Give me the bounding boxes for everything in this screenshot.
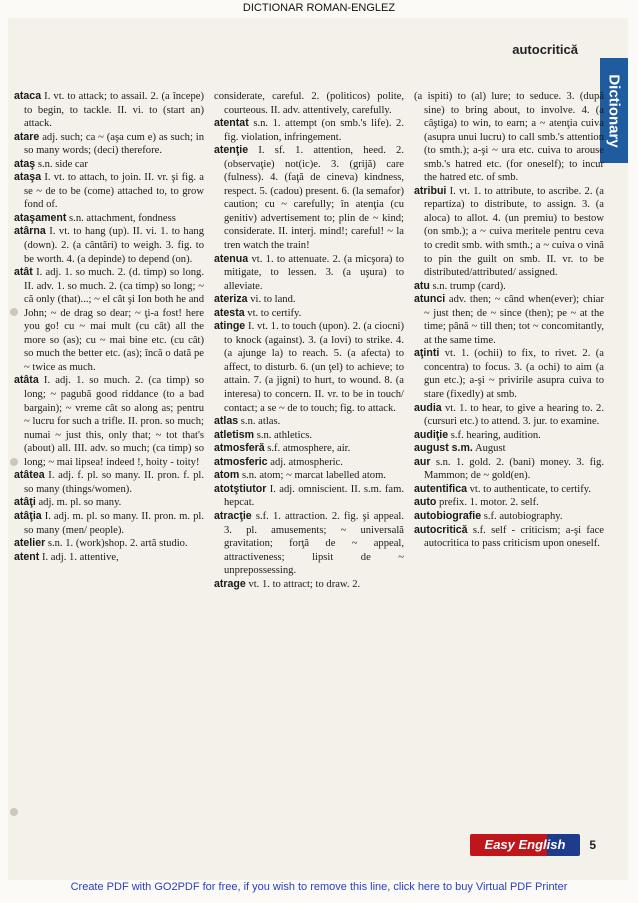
dictionary-entry (14, 551, 204, 565)
entry-headword: atent (14, 550, 40, 563)
entry-definition: I. adj. 1. so much. 2. (ca timp) so long; ~ pagubă good riddance (to a bad bargain); ~ vreme cât so along as; pentru ~ lucru for such a trifle. II. pron. so much; numai ~ just this, only that; ~ tot that's (about) all. III. adv. so much; (ca timp) so long; ~ mai lipsea! indeed !, hoity - toity! (24, 375, 204, 468)
entry-definition: adj. m. pl. so many. (35, 497, 122, 509)
entry-headword: atracţie (214, 509, 252, 522)
entry-definition: s.f. autobiography. (481, 510, 563, 522)
entry-definition: s.n. side car (35, 158, 88, 170)
entry-headword: ataşament (14, 211, 67, 224)
dictionary-entry (14, 537, 204, 551)
dictionary-entry (214, 253, 404, 294)
entry-headword: atâţi (14, 496, 36, 509)
dictionary-entry (14, 469, 204, 496)
entry-definition: adv. then; ~ când when(ever); chiar ~ just then; de ~ since (then); pe ~ at the time; până ~ till then; tot ~ concomitantly, at the same time. (424, 294, 604, 346)
dictionary-entry (414, 510, 604, 524)
dictionary-entry (414, 442, 604, 456)
running-header-word: autocritică (512, 42, 578, 57)
dictionary-entry (214, 429, 404, 443)
dictionary-entry (414, 90, 604, 185)
entry-definition: considerate, careful. 2. (politicos) polite, courteous. II. adv. attentively, carefully. (214, 91, 404, 116)
side-tab-label: Dictionary (605, 73, 623, 148)
side-tab (600, 58, 628, 163)
entry-headword: atâţia (14, 509, 42, 522)
entry-headword: atmosferă (214, 442, 265, 455)
entry-definition: adj. atmospheric. (267, 456, 343, 468)
dictionary-entry (214, 90, 404, 117)
easy-english-logo: Easy English (470, 834, 580, 856)
dictionary-entry (214, 320, 404, 415)
entry-definition: s.n. 1. (work)shop. 2. artă studio. (45, 538, 188, 550)
dictionary-entry (14, 510, 204, 537)
dictionary-entry (414, 496, 604, 510)
dictionary-entry (214, 483, 404, 510)
entry-headword: atrage (214, 577, 246, 590)
entry-headword: ateriza (214, 293, 248, 306)
entry-headword: atmosferic (214, 455, 268, 468)
entry-definition: vi. to land. (247, 294, 296, 306)
entry-definition: vt. 1. to attract; to draw. 2. (245, 578, 361, 590)
entry-definition: vt. to certify. (244, 307, 302, 319)
entry-definition: I. adj. omniscient. II. s.m. fam. hepcat. (224, 483, 404, 509)
entry-headword: autentifica (414, 482, 467, 495)
entry-definition: vt. to authenticate, to certify. (466, 483, 592, 495)
entry-definition: s.f. self - criticism; a-şi face autocritica to pass criticism upon oneself. (424, 524, 604, 550)
entry-headword: audia (414, 401, 442, 414)
pdf-footer-link[interactable]: Create PDF with GO2PDF for free, if you wish to remove this line, click here to buy Virtual PDF Printer (70, 881, 568, 893)
entry-definition: (a ispiti) to (al) lure; to seduce. 3. (după sine) to bring about, to involve. 4. (a câştiga) to win, to earn; a ~ atenţia cuiva (asupra unui lucru) to call smb.'s attention (to smth.); a-şi ~ ura etc. cuiva to arouse smb.'s hatred etc. (for oneself); to incur the hatred etc. of smb. (414, 91, 604, 184)
dictionary-entry (214, 307, 404, 321)
dictionary-entry (414, 524, 604, 551)
entry-headword: autocritică (414, 523, 468, 536)
entry-headword: atotştiutor (214, 482, 267, 495)
entry-headword: atlas (214, 415, 239, 428)
entry-headword: atinge (214, 320, 246, 333)
dictionary-entry (214, 456, 404, 470)
entry-definition: vt. 1. to attenuate. 2. (a micşora) to mitigate, to lessen. 3. (a uşura) to alleviate. (224, 253, 404, 292)
entry-definition: I. vt. to attack; to assail. 2. (a începe) to begin, to tackle. II. vi. to (start an) attack. (24, 91, 204, 130)
dictionary-entry (14, 266, 204, 374)
entry-headword: atâtea (14, 469, 45, 482)
column-1 (14, 90, 204, 564)
entry-headword: aţinti (414, 347, 440, 360)
entry-definition: s.n. atom; ~ marcat labelled atom. (239, 470, 386, 482)
dictionary-entry (414, 347, 604, 401)
dictionary-entry (14, 131, 204, 158)
entry-headword: aur (414, 455, 431, 468)
entry-headword: atare (14, 130, 40, 143)
entry-definition: s.f. 1. attraction. 2. fig. şi appeal. 3. pl. amusements; ~ universală gravitation; forţă de ~ appeal, attractiveness; lipsit de ~ unprepossessing. (224, 510, 404, 577)
entry-headword: atom (214, 469, 240, 482)
entry-definition: s.f. hearing, audition. (448, 429, 541, 441)
entry-definition: s.n. attachment, fondness (66, 212, 176, 224)
entry-definition: s.f. atmosphere, air. (264, 443, 351, 455)
entry-definition: I. adj. 1. attentive, (39, 551, 119, 563)
entry-definition: vt. 1. (ochii) to fix, to rivet. 2. (a concentra) to focus. 3. (a ochi) to aim (a gun etc.); a-şi ~ privirile asupra cuiva to stare (fixedly) at smb. (424, 348, 604, 401)
entry-headword: atâta (14, 374, 39, 387)
dictionary-entry (214, 293, 404, 307)
entry-definition: I. vt. 1. to attribute, to ascribe. 2. (a repartiza) to distribute, to assign. 3. (a aloca) to allot. 4. (un premiu) to bestow (on smb.); a ~ cuiva meritele pentru ceva to credit smb. with smth.; a ~ cuiva o vină to pin the guilt on smb. II. vr. to be distributed/attributed/ assigned. (424, 185, 604, 279)
entry-headword: atenua (214, 252, 249, 265)
dictionary-entry (414, 483, 604, 497)
dictionary-entry (414, 293, 604, 347)
entry-definition: I. sf. 1. attention, heed. 2. (observaţie) not(ic)e. 3. (grijă) care (fulness). 4. (faţă de cineva) kindness, respect. 5. (cadou) present. 6. (la semafor) caution; cu ~ carefully; în atenţia (cu genitiv) advertisement to; plin de ~ kind; considerate. II. interj. mind!; careful! ~ la tren watch the train! (224, 145, 404, 252)
entry-definition: s.n. athletics. (254, 429, 313, 441)
dictionary-entry (414, 456, 604, 483)
entry-definition: I. adj. 1. so much. 2. (d. timp) so long. II. adv. 1. so much. 2. (ca timp) so long; ~ că only (that)...; ~ el cât şi Ion both he and John; ~ de drag so dear; ~ ţi-a fost! here you go! cu ~ mai mult (cu cât) all the more so (as); cu ~ mai bine etc. (cu cât) so much the better etc. (as); încă o dată pe ~ twice as much. (24, 267, 204, 373)
page-number: 5 (589, 838, 596, 852)
entry-headword: auto (414, 496, 437, 509)
dictionary-entry (214, 117, 404, 144)
dictionary-entry (14, 212, 204, 226)
entry-headword: atentat (214, 117, 249, 130)
entry-definition: I. vt. to attach, to join. II. vr. şi fig. a se ~ de to be (come) attached to, to grow fond of. (24, 172, 204, 211)
dictionary-entry (214, 442, 404, 456)
entry-headword: atelier (14, 537, 46, 550)
entry-definition: s.n. 1. gold. 2. (bani) money. 3. fig. Mammon; de ~ gold(en). (424, 456, 604, 482)
dictionary-entry (14, 90, 204, 131)
entry-headword: atribui (414, 184, 447, 197)
dictionary-entry (414, 429, 604, 443)
entry-definition: I. adj. m. pl. so many. II. pron. m. pl. so many (men/ people). (24, 510, 204, 536)
binding-hole (10, 808, 18, 816)
dictionary-entry (214, 415, 404, 429)
entry-headword: ataş (14, 157, 36, 170)
dictionary-entry (214, 469, 404, 483)
entry-headword: audiţie (414, 428, 449, 441)
column-3 (414, 90, 604, 551)
entry-definition: August (472, 443, 506, 455)
entry-headword: atesta (214, 306, 245, 319)
entry-definition: prefix. 1. motor. 2. self. (436, 497, 539, 509)
entry-headword: ataşa (14, 171, 42, 184)
dictionary-entry (14, 158, 204, 172)
entry-definition: s.n. 1. attempt (on smb.'s life). 2. fig. violation, infringement. (224, 118, 404, 143)
entry-definition: s.n. atlas. (238, 416, 281, 428)
entry-headword: ataca (14, 90, 42, 102)
entry-definition: I. vt. 1. to touch (upon). 2. (a ciocni) to knock (against). 3. (a lovi) to strike. 4. (a ajunge la) to reach. 5. (a afecta) to affect, to disturb. 6. (un ţel) to achieve; to attain. 7. (a jigni) to hurt, to wound. 8. (a interesa) to concern. II. vr. to be in touch/ contact; a se ~ de to touch; fig. to attack. (224, 321, 404, 414)
entry-headword: atât (14, 266, 33, 279)
dictionary-page (8, 18, 628, 880)
entry-definition: adj. such; ca ~ (aşa cum e) as such; in so many words; (deci) therefore. (24, 131, 204, 157)
entry-headword: atârna (14, 225, 46, 238)
entry-headword: atu (414, 279, 430, 292)
entry-headword: autobiografie (414, 509, 482, 522)
dictionary-entry (14, 496, 204, 510)
entry-headword: atenţie (214, 144, 249, 157)
dictionary-entry (14, 374, 204, 469)
dictionary-entry (214, 144, 404, 252)
dictionary-entry (14, 171, 204, 212)
entry-definition: I. adj. f. pl. so many. II. pron. f. pl. so many (things/women). (24, 470, 204, 495)
entry-headword: august s.m. (414, 442, 473, 455)
dictionary-entry (14, 225, 204, 266)
entry-headword: atletism (214, 428, 255, 441)
entry-headword: atunci (414, 293, 446, 306)
dictionary-entry (214, 578, 404, 592)
entry-definition: s.n. trump (card). (429, 280, 506, 292)
entry-definition: I. vt. to hang (up). II. vi. 1. to hang (down). 2. (a cântări) to weigh. 3. fig. to be worth. 4. (a depinde) to depend (on). (24, 226, 204, 265)
entry-definition: vt. 1. to hear, to give a hearing to. 2. (cursuri etc.) to attend. 3. jur. to examine. (424, 402, 604, 428)
document-title: DICTIONAR ROMAN-ENGLEZ (242, 2, 396, 14)
dictionary-entry (414, 402, 604, 429)
column-2 (214, 90, 404, 591)
dictionary-entry (414, 185, 604, 280)
dictionary-entry (214, 510, 404, 578)
dictionary-entry (414, 280, 604, 294)
